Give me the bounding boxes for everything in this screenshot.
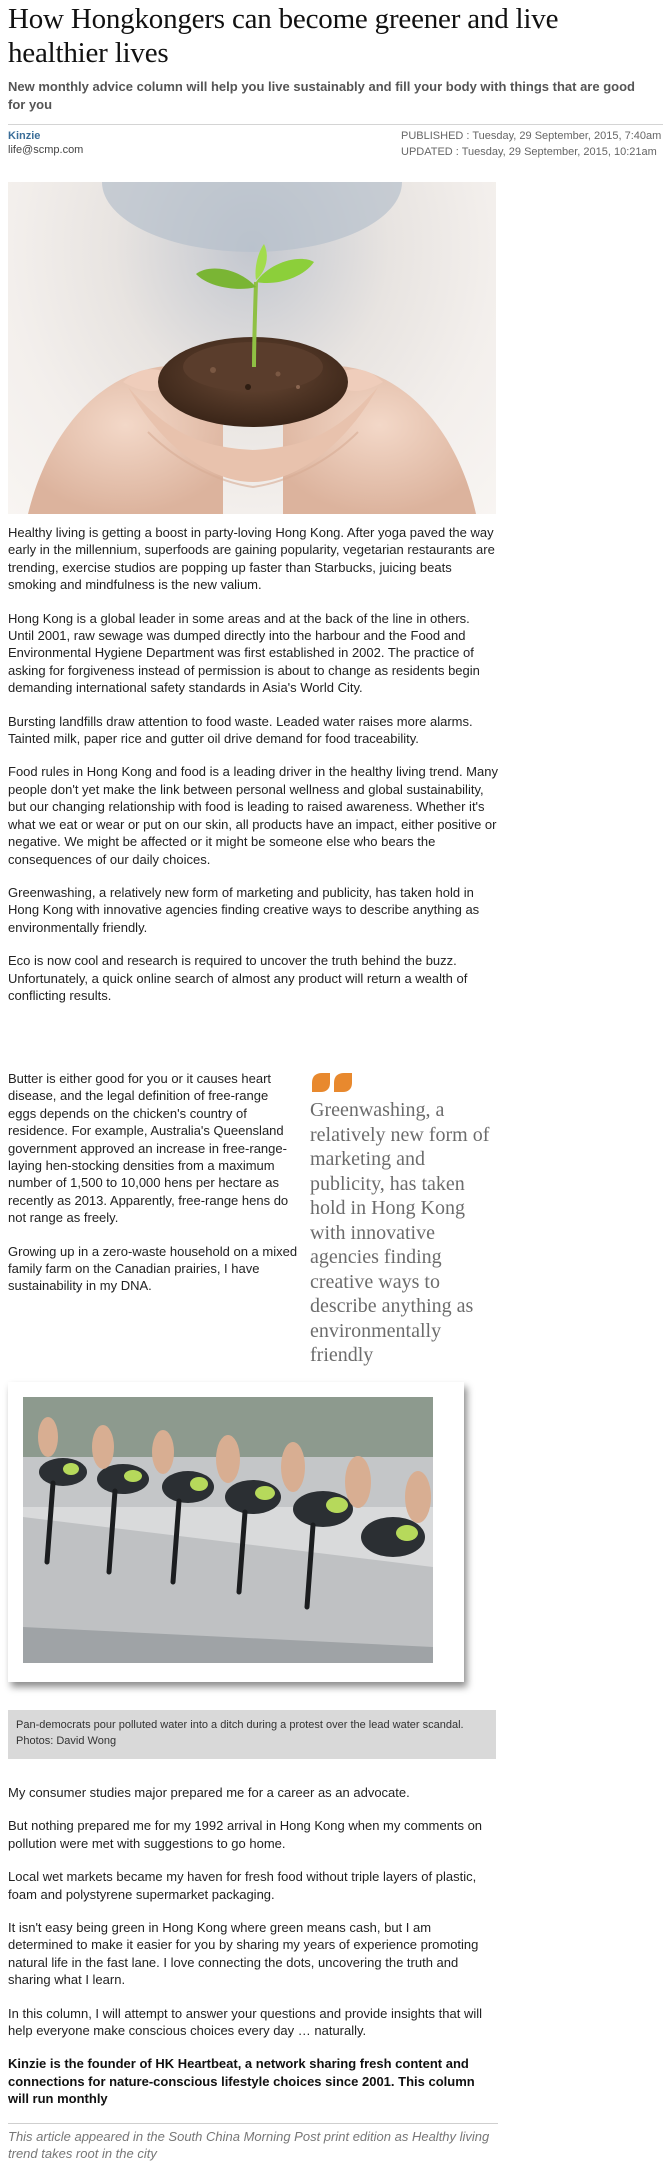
article-standfirst: New monthly advice column will help you live sustainably and fill your body with things that are good for you xyxy=(8,79,635,112)
article-body-left-column xyxy=(8,1070,298,1311)
article-meta xyxy=(8,124,663,169)
published-date: PUBLISHED : Tuesday, 29 September, 2015, 7:40am xyxy=(401,130,662,142)
quote-icon xyxy=(310,1072,356,1094)
body-paragraph: Local wet markets became my haven for fresh food without triple layers of plastic, foam and polystyrene supermarket packaging. xyxy=(8,1869,477,1902)
body-paragraph: Butter is either good for you or it causes heart disease, and the legal definition of free-range eggs depends on the chicken's country of residence. For example, Australia's Queensland government approved an increase in free-range-laying hen-stocking densities from a maximum number of 1,500 to 10,000 hens per hectare as recently as 2013. Apparently, free-range hens do not range as freely. xyxy=(8,1071,289,1226)
hands-holding-seedling-image xyxy=(8,182,496,514)
body-paragraph: Bursting landfills draw attention to food waste. Leaded water raises more alarms. Tainted milk, paper rice and gutter oil drive demand for food traceability. xyxy=(8,713,473,747)
body-paragraph: It isn't easy being green in Hong Kong where green means cash, but I am determined to make it easier for you by sharing my years of experience promoting natural life in the fast lane. I love connecting the dots, uncovering the truth and sharing what I learn. xyxy=(8,1920,479,1988)
body-paragraph: But nothing prepared me for my 1992 arrival in Hong Kong when my comments on pollution were met with suggestions to go home. xyxy=(8,1818,483,1851)
photo-caption: Pan-democrats pour polluted water into a ditch during a protest over the lead water scandal. Photos: David Wong xyxy=(8,1710,496,1759)
body-paragraph: Food rules in Hong Kong and food is a leading driver in the healthy living trend. Many people don't yet make the link between personal wellness and global sustainability, but our changing relationship with food is leading to raised awareness. Whether it's what we eat or wear or put on our skin, all products have an impact, either positive or negative. We might be affected or it might be someone else who bears the consequences of our daily choices. xyxy=(8,764,498,867)
print-edition-note: This article appeared in the South China Morning Post print edition as Healthy living trend takes root in the city xyxy=(8,2123,498,2163)
author-bio: Kinzie is the founder of HK Heartbeat, a network sharing fresh content and connections for nature-conscious lifestyle choices since 2001. This column will run monthly xyxy=(8,2056,475,2107)
body-paragraph: Hong Kong is a global leader in some areas and at the back of the line in others. Until 2001, raw sewage was dumped directly into the harbour and the Food and Environmental Hygiene Department was first established in 2002. The practice of asking for forgiveness instead of permission is about to change as residents begin demanding international safety standards in Asia's World City. xyxy=(8,610,480,696)
body-with-pullquote xyxy=(8,1070,498,1366)
pull-quote-text: Greenwashing, a relatively new form of marketing and publicity, has taken hold in Hong Kong with innovative agencies finding creative ways to describe anything as environmentally friendly xyxy=(310,1099,490,1366)
protest-photo xyxy=(23,1397,433,1663)
body-paragraph: My consumer studies major prepared me for a career as an advocate. xyxy=(8,1785,410,1800)
article-body-upper xyxy=(8,524,498,1020)
author-link[interactable]: Kinzie xyxy=(8,130,41,142)
updated-date: UPDATED : Tuesday, 29 September, 2015, 10:21am xyxy=(401,146,657,158)
body-paragraph: Greenwashing, a relatively new form of marketing and publicity, has taken hold in Hong Kong with innovative agencies finding creative ways to describe anything as environmentally friendly. xyxy=(8,884,480,935)
body-paragraph: In this column, I will attempt to answer your questions and provide insights that will help everyone make conscious choices every day … naturally. xyxy=(8,2005,483,2039)
protest-photo-image xyxy=(23,1397,433,1663)
article-page xyxy=(8,0,663,2162)
article-headline: How Hongkongers can become greener and live healthier lives xyxy=(8,3,559,69)
body-paragraph: Eco is now cool and research is required to uncover the truth behind the buzz. Unfortunately, a quick online search of almost any product will return a wealth of conflicting results. xyxy=(8,953,468,1003)
article-body-lower xyxy=(8,1784,498,2124)
author-email: life@scmp.com xyxy=(8,144,84,156)
body-paragraph: Growing up in a zero-waste household on a mixed family farm on the Canadian prairies, I have sustainability in my DNA. xyxy=(8,1243,298,1294)
body-paragraph: Healthy living is getting a boost in party-loving Hong Kong. After yoga paved the way early in the millennium, superfoods are gaining popularity, vegetarian restaurants are trending, exercise studios are popping up faster than Starbucks, juicing beats smoking and mindfulness is the new valium. xyxy=(8,525,495,593)
hero-image xyxy=(8,182,496,514)
pull-quote xyxy=(310,1072,500,1368)
photo-frame xyxy=(8,1382,464,1682)
